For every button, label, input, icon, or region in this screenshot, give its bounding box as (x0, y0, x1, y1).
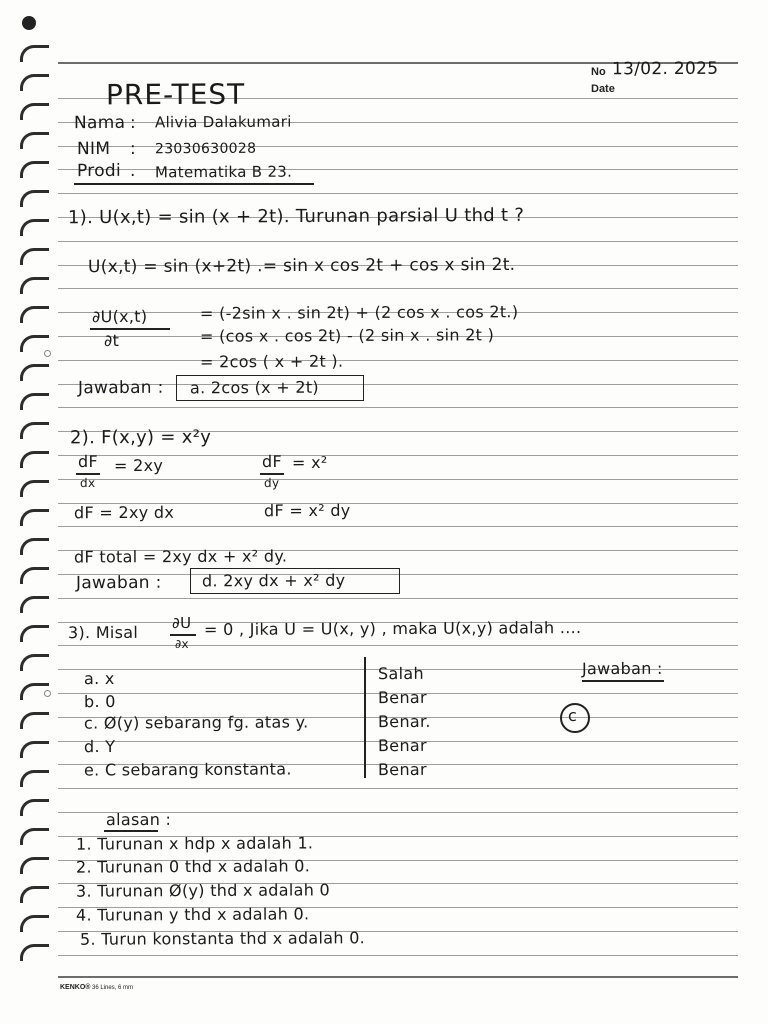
spiral-ring (22, 16, 36, 30)
q3-frac-numerator: ∂U (171, 613, 192, 633)
colon-1: : (129, 112, 137, 134)
paper-spec: 36 Lines, 6 mm (92, 985, 134, 991)
ruled-line (58, 407, 738, 408)
q2-total: dF total = 2xy dx + x² dy. (73, 546, 288, 567)
q1-deriv-denominator: ∂t (103, 330, 120, 351)
q3-verdict-b: Benar (377, 687, 427, 708)
spiral-ring (20, 480, 49, 497)
q1-answer-value: a. 2cos (x + 2t) (189, 377, 320, 398)
spiral-ring (20, 277, 49, 294)
q2-answer-label: Jawaban : (75, 572, 162, 594)
spiral-ring (20, 161, 49, 178)
q3-verdict-c: Benar. (377, 711, 431, 732)
q2-answer-value: d. 2xy dx + x² dy (201, 570, 346, 591)
spiral-ring (20, 596, 49, 613)
ruled-line (58, 645, 738, 646)
spiral-ring (20, 219, 49, 236)
ruled-line (58, 241, 738, 242)
nama-label: Nama (73, 112, 126, 134)
q3-option-d: d. Y (83, 736, 116, 757)
spiral-ring (20, 393, 49, 410)
spiral-ring (20, 74, 49, 91)
q3-frac-bar (170, 634, 196, 636)
spiral-ring (20, 538, 49, 555)
prodi-value: Matematika B 23. (154, 162, 293, 182)
q3-option-a: a. x (83, 668, 115, 689)
q3-jawaban-underline (582, 680, 664, 682)
reason-2: 2. Turunan 0 thd x adalah 0. (75, 856, 311, 877)
spiral-ring (20, 248, 49, 265)
reason-4: 4. Turunan y thd x adalah 0. (75, 904, 310, 925)
spiral-ring (20, 364, 49, 381)
spiral-ring (20, 944, 49, 961)
colon-2: : (129, 138, 137, 160)
bottom-margin-line (58, 976, 738, 978)
spiral-ring (20, 828, 49, 845)
q2-dfdy-denominator: dy (263, 475, 280, 491)
ruled-line (58, 955, 738, 956)
q3-frac-denominator: ∂x (174, 636, 189, 652)
q1-step-2: = (cos x . cos 2t) - (2 sin x . sin 2t ) (199, 325, 495, 346)
q3-jawaban-value: c (567, 705, 578, 726)
spiral-ring (20, 335, 49, 352)
date-label: Date (591, 83, 615, 95)
spiral-ring (20, 132, 49, 149)
spiral-ring (20, 886, 49, 903)
reason-5: 5. Turun konstanta thd x adalah 0. (79, 928, 366, 949)
q3-verdict-a: Salah (377, 663, 424, 684)
q2-dfdx-numerator: dF (77, 451, 99, 472)
q3-option-e: e. C sebarang konstanta. (83, 759, 292, 780)
prodi-underline (74, 183, 314, 185)
q3-suffix: = 0 , Jika U = U(x, y) , maka U(x,y) adalah .... (203, 618, 582, 639)
q3-alasan-label: alasan : (105, 809, 172, 830)
q1-expansion: U(x,t) = sin (x+2t) .= sin x cos 2t + cos x sin 2t. (87, 254, 516, 278)
q1-fraction-bar (90, 328, 170, 330)
spiral-ring (20, 741, 49, 758)
page-title: PRE-TEST (105, 77, 246, 112)
spiral-ring (20, 422, 49, 439)
prodi-label: Prodi (76, 160, 122, 182)
spiral-ring (20, 625, 49, 642)
punch-hole (44, 690, 51, 697)
ruled-line (58, 479, 738, 480)
spiral-ring (20, 770, 49, 787)
nim-label: NIM (76, 138, 111, 160)
ruled-line (58, 360, 738, 361)
ruled-line (58, 526, 738, 527)
q2-dfdx-denominator: dx (79, 475, 96, 491)
q3-verdict-d: Benar (377, 735, 427, 756)
spiral-ring (20, 190, 49, 207)
reason-1: 1. Turunan x hdp x adalah 1. (75, 833, 314, 854)
q1-step-3: = 2cos ( x + 2t ). (199, 351, 344, 372)
q2-question: 2). F(x,y) = x²y (69, 426, 212, 449)
spiral-ring (20, 306, 49, 323)
alasan-underline (104, 830, 158, 832)
q3-option-b: b. 0 (83, 691, 116, 712)
ruled-line (58, 288, 738, 289)
spiral-ring (20, 712, 49, 729)
q1-question: 1). U(x,t) = sin (x + 2t). Turunan parsial U thd t ? (67, 204, 525, 229)
spiral-ring (20, 509, 49, 526)
q3-jawaban-label: Jawaban : (581, 658, 663, 679)
spiral-ring (20, 567, 49, 584)
ruled-line (58, 193, 738, 194)
q2-dfdx-value: = 2xy (113, 455, 164, 476)
punch-hole (44, 350, 51, 357)
nama-value: Alivia Dalakumari (154, 112, 292, 132)
q3-verdict-e: Benar (377, 759, 427, 780)
spiral-ring (20, 654, 49, 671)
ruled-line (58, 598, 738, 599)
q2-df-2: dF = x² dy (263, 500, 351, 521)
q2-df-1: dF = 2xy dx (73, 502, 175, 523)
nim-value: 23030630028 (154, 140, 257, 158)
q2-dfdy-numerator: dF (261, 451, 283, 472)
spiral-ring (20, 451, 49, 468)
brand-label: KENKO® (60, 984, 91, 991)
no-label: No (591, 66, 606, 78)
q1-deriv-numerator: ∂U(x,t) (91, 306, 148, 327)
q1-answer-label: Jawaban : (77, 377, 164, 399)
ruled-line (58, 788, 738, 789)
spiral-ring (20, 799, 49, 816)
q2-dfdx-bar (76, 473, 100, 475)
spiral-ring (20, 915, 49, 932)
reason-3: 3. Turunan Ø(y) thd x adalah 0 (75, 880, 331, 901)
q1-step-1: = (-2sin x . sin 2t) + (2 cos x . cos 2t.) (199, 302, 519, 323)
q3-prefix: 3). Misal (67, 622, 139, 643)
q2-dfdy-value: = x² (291, 452, 328, 473)
q2-dfdy-bar (260, 473, 284, 475)
spiral-ring (20, 45, 49, 62)
colon-3: . (129, 160, 136, 182)
date-value: 13/02. 2025 (611, 58, 719, 80)
q3-option-c: c. Ø(y) sebarang fg. atas y. (83, 712, 309, 733)
q3-table-divider (364, 657, 366, 778)
spiral-ring (20, 103, 49, 120)
spiral-ring (20, 857, 49, 874)
